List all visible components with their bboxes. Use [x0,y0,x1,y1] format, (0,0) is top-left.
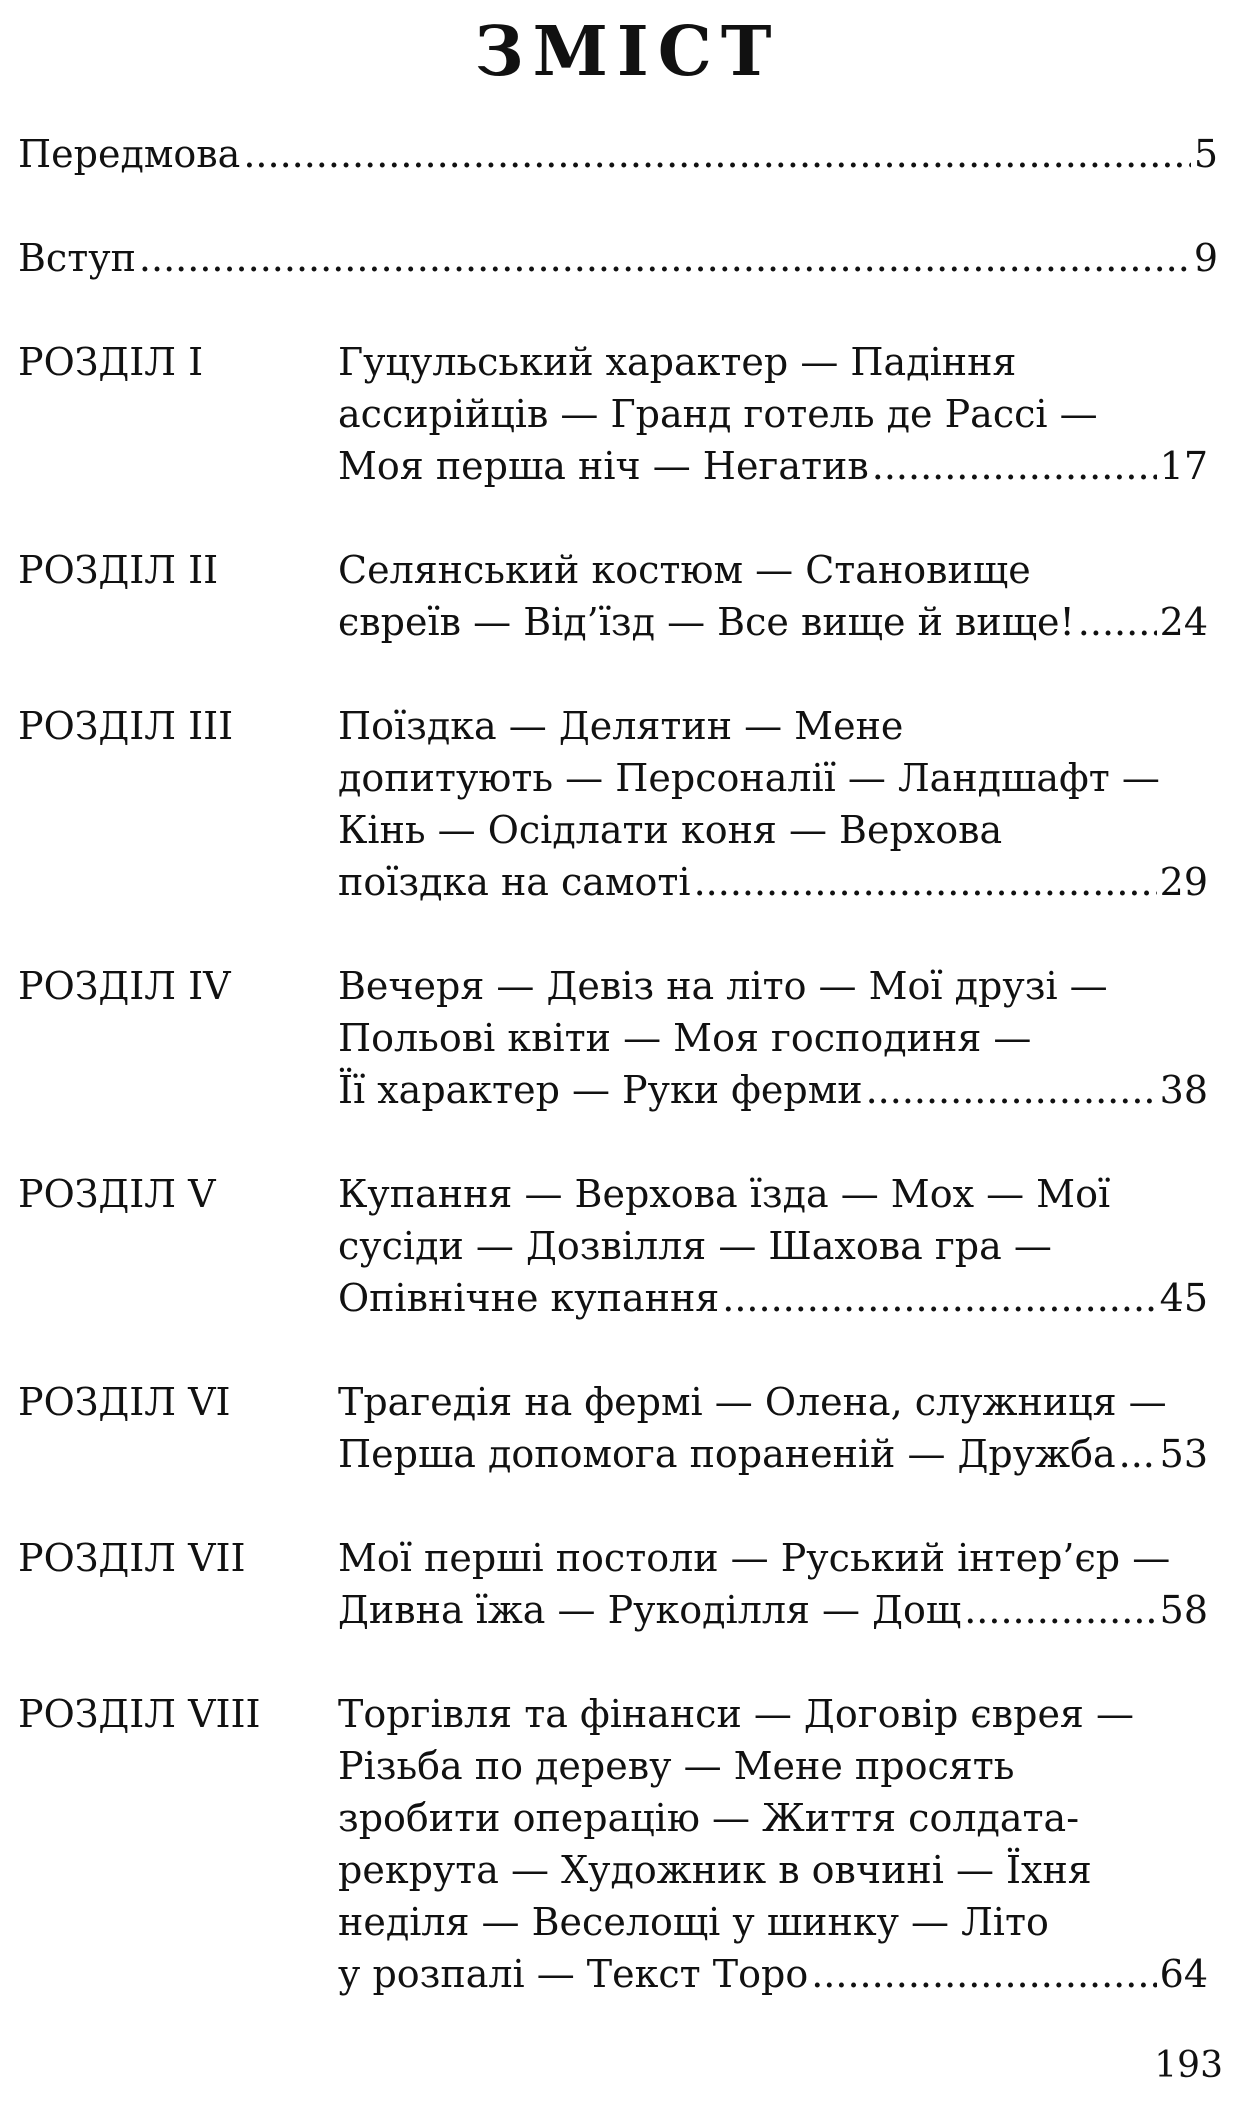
chapter-line: допитують — Персоналії — Ландшафт — [338,756,1160,800]
toc-entry-label: Передмова [18,132,241,176]
toc-chapter-7[interactable] [18,1532,1218,1636]
chapter-contents [338,960,1208,1116]
dot-leader [1119,1428,1157,1480]
toc-chapter-4[interactable] [18,960,1218,1116]
toc-chapter-3[interactable] [18,700,1218,908]
dot-leader [694,856,1157,908]
chapter-label: РОЗДІЛ VII [18,1536,246,1580]
chapter-line: Гуцульський характер — Падіння [338,340,1017,384]
chapter-line: зробити операцію — Життя солдата- [338,1796,1080,1840]
chapter-contents [338,336,1208,492]
chapter-line: рекрута — Художник в овчині — Їхня [338,1848,1092,1892]
chapter-page: 58 [1159,1588,1208,1632]
chapter-last-line [338,1064,1208,1116]
chapter-last-line [338,596,1208,648]
chapter-last-line [338,1272,1208,1324]
chapter-label: РОЗДІЛ VI [18,1380,231,1424]
toc-entry-preface[interactable] [18,128,1218,180]
dot-leader [243,128,1190,180]
chapter-line: ассирійців — Гранд готель де Рассі — [338,392,1098,436]
dot-leader [139,232,1191,284]
chapter-line: Опівнічне купання [338,1276,720,1320]
chapter-contents [338,1168,1208,1324]
chapter-line: Перша допомога пораненій — Дружба [338,1432,1116,1476]
chapter-last-line [338,856,1208,908]
chapter-page: 38 [1159,1068,1208,1112]
chapter-label: РОЗДІЛ IV [18,964,231,1008]
chapter-line: Торгівля та фінанси — Договір єврея — [338,1692,1134,1736]
chapter-label: РОЗДІЛ V [18,1172,216,1216]
toc-entry-introduction[interactable] [18,232,1218,284]
chapter-page: 64 [1159,1952,1208,1996]
chapter-line: Поїздка — Делятин — Мене [338,704,904,748]
dot-leader [964,1584,1156,1636]
table-of-contents [18,128,1218,2052]
toc-entry-page: 5 [1193,132,1218,176]
dot-leader [722,1272,1156,1324]
chapter-label: РОЗДІЛ II [18,548,219,592]
chapter-line: у розпалі — Текст Торо [338,1952,809,1996]
chapter-contents [338,1532,1208,1636]
toc-chapter-2[interactable] [18,544,1218,648]
toc-entry-page: 9 [1193,236,1218,280]
dot-leader [811,1948,1156,2000]
page-title: ЗМІСТ [474,12,781,92]
chapter-contents [338,700,1208,908]
chapter-page: 17 [1159,444,1208,488]
chapter-contents [338,544,1208,648]
toc-entry-label: Вступ [18,236,136,280]
chapter-line: Селянський костюм — Становище [338,548,1031,592]
chapter-line: Трагедія на фермі — Олена, служниця — [338,1380,1167,1424]
dot-leader [872,440,1157,492]
dot-leader [866,1064,1157,1116]
chapter-line: поїздка на самоті [338,860,691,904]
chapter-line: Дивна їжа — Рукоділля — Дощ [338,1588,962,1632]
chapter-label: РОЗДІЛ VIII [18,1692,261,1736]
chapter-line: Купання — Верхова їзда — Мох — Мої [338,1172,1111,1216]
toc-chapter-1[interactable] [18,336,1218,492]
page-number: 193 [1154,2045,1223,2086]
chapter-line: Моя перша ніч — Негатив [338,444,869,488]
chapter-contents [338,1376,1208,1480]
chapter-last-line [338,1428,1208,1480]
chapter-last-line [338,1584,1208,1636]
toc-chapter-8[interactable] [18,1688,1218,2000]
chapter-line: Її характер — Руки ферми [338,1068,863,1112]
chapter-contents [338,1688,1208,2000]
toc-chapter-5[interactable] [18,1168,1218,1324]
chapter-line: євреїв — Від’їзд — Все вище й вище! [338,600,1075,644]
chapter-page: 29 [1159,860,1208,904]
chapter-last-line [338,1948,1208,2000]
chapter-page: 24 [1159,600,1208,644]
chapter-line: Польові квіти — Моя господиня — [338,1016,1032,1060]
chapter-line: Мої перші постоли — Руський інтер’єр — [338,1536,1171,1580]
chapter-page: 45 [1159,1276,1208,1320]
chapter-label: РОЗДІЛ I [18,340,204,384]
toc-chapter-6[interactable] [18,1376,1218,1480]
chapter-line: Вечеря — Девіз на літо — Мої друзі — [338,964,1108,1008]
chapter-label: РОЗДІЛ III [18,704,234,748]
chapter-page: 53 [1159,1432,1208,1476]
chapter-line: Різьба по дереву — Мене просять [338,1744,1015,1788]
chapter-line: сусіди — Дозвілля — Шахова гра — [338,1224,1052,1268]
dot-leader [1078,596,1157,648]
chapter-last-line [338,440,1208,492]
chapter-line: Кінь — Осідлати коня — Верхова [338,808,1003,852]
chapter-line: неділя — Веселощі у шинку — Літо [338,1900,1049,1944]
